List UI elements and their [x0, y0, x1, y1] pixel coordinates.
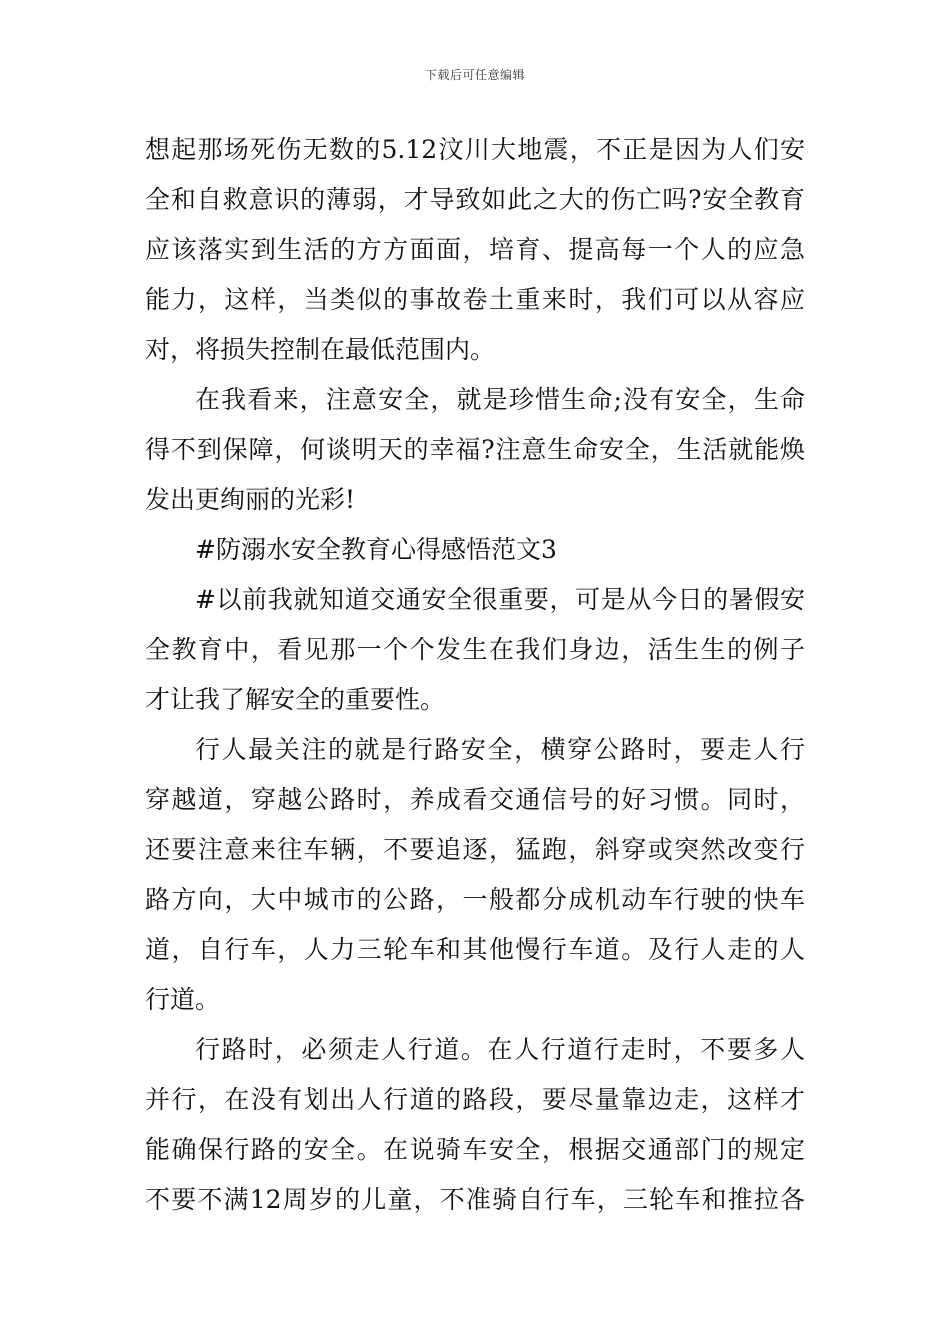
text-line: 不要不满12周岁的儿童，不准骑自行车，三轮车和推拉各: [145, 1185, 805, 1214]
text-line: 全教育中，看见那一个个发生在我们身边，活生生的例子: [145, 635, 805, 664]
text-line: 想起那场死伤无数的5.12汶川大地震，不正是因为人们安: [145, 135, 805, 164]
text-line: #防溺水安全教育心得感悟范文3: [195, 535, 557, 564]
text-line: 在我看来，注意安全，就是珍惜生命;没有安全，生命: [195, 385, 805, 414]
paragraph: [145, 375, 805, 525]
paragraph: [145, 125, 805, 375]
paragraph: [145, 575, 805, 725]
text-line: 对，将损失控制在最低范围内。: [145, 335, 496, 364]
text-line: 发出更绚丽的光彩!: [145, 485, 356, 514]
text-line: 还要注意来往车辆，不要追逐，猛跑，斜穿或突然改变行: [145, 835, 805, 864]
paragraph: [145, 725, 805, 1025]
text-line: #以前我就知道交通安全很重要，可是从今日的暑假安: [195, 585, 805, 614]
text-line: 全和自救意识的薄弱，才导致如此之大的伤亡吗?安全教育: [145, 185, 805, 214]
text-line: 道，自行车，人力三轮车和其他慢行车道。及行人走的人: [145, 935, 805, 964]
paragraph: [145, 525, 805, 575]
paragraph: [145, 1025, 805, 1225]
text-line: 行路时，必须走人行道。在人行道行走时，不要多人: [195, 1035, 805, 1064]
text-line: 穿越道，穿越公路时，养成看交通信号的好习惯。同时，: [145, 785, 805, 814]
text-line: 并行，在没有划出人行道的路段，要尽量靠边走，这样才: [145, 1085, 805, 1114]
text-line: 能力，这样，当类似的事故卷土重来时，我们可以从容应: [145, 285, 805, 314]
text-line: 行道。: [145, 985, 221, 1014]
text-line: 路方向，大中城市的公路，一般都分成机动车行驶的快车: [145, 885, 805, 914]
text-line: 才让我了解安全的重要性。: [145, 685, 446, 714]
document-body: [145, 125, 805, 1225]
text-line: 应该落实到生活的方方面面，培育、提高每一个人的应急: [145, 235, 805, 264]
page-header-note: 下载后可任意编辑: [424, 68, 525, 82]
text-line: 得不到保障，何谈明天的幸福?注意生命安全，生活就能焕: [145, 435, 805, 464]
text-line: 能确保行路的安全。在说骑车安全，根据交通部门的规定: [145, 1135, 805, 1164]
text-line: 行人最关注的就是行路安全，横穿公路时，要走人行: [195, 735, 805, 764]
